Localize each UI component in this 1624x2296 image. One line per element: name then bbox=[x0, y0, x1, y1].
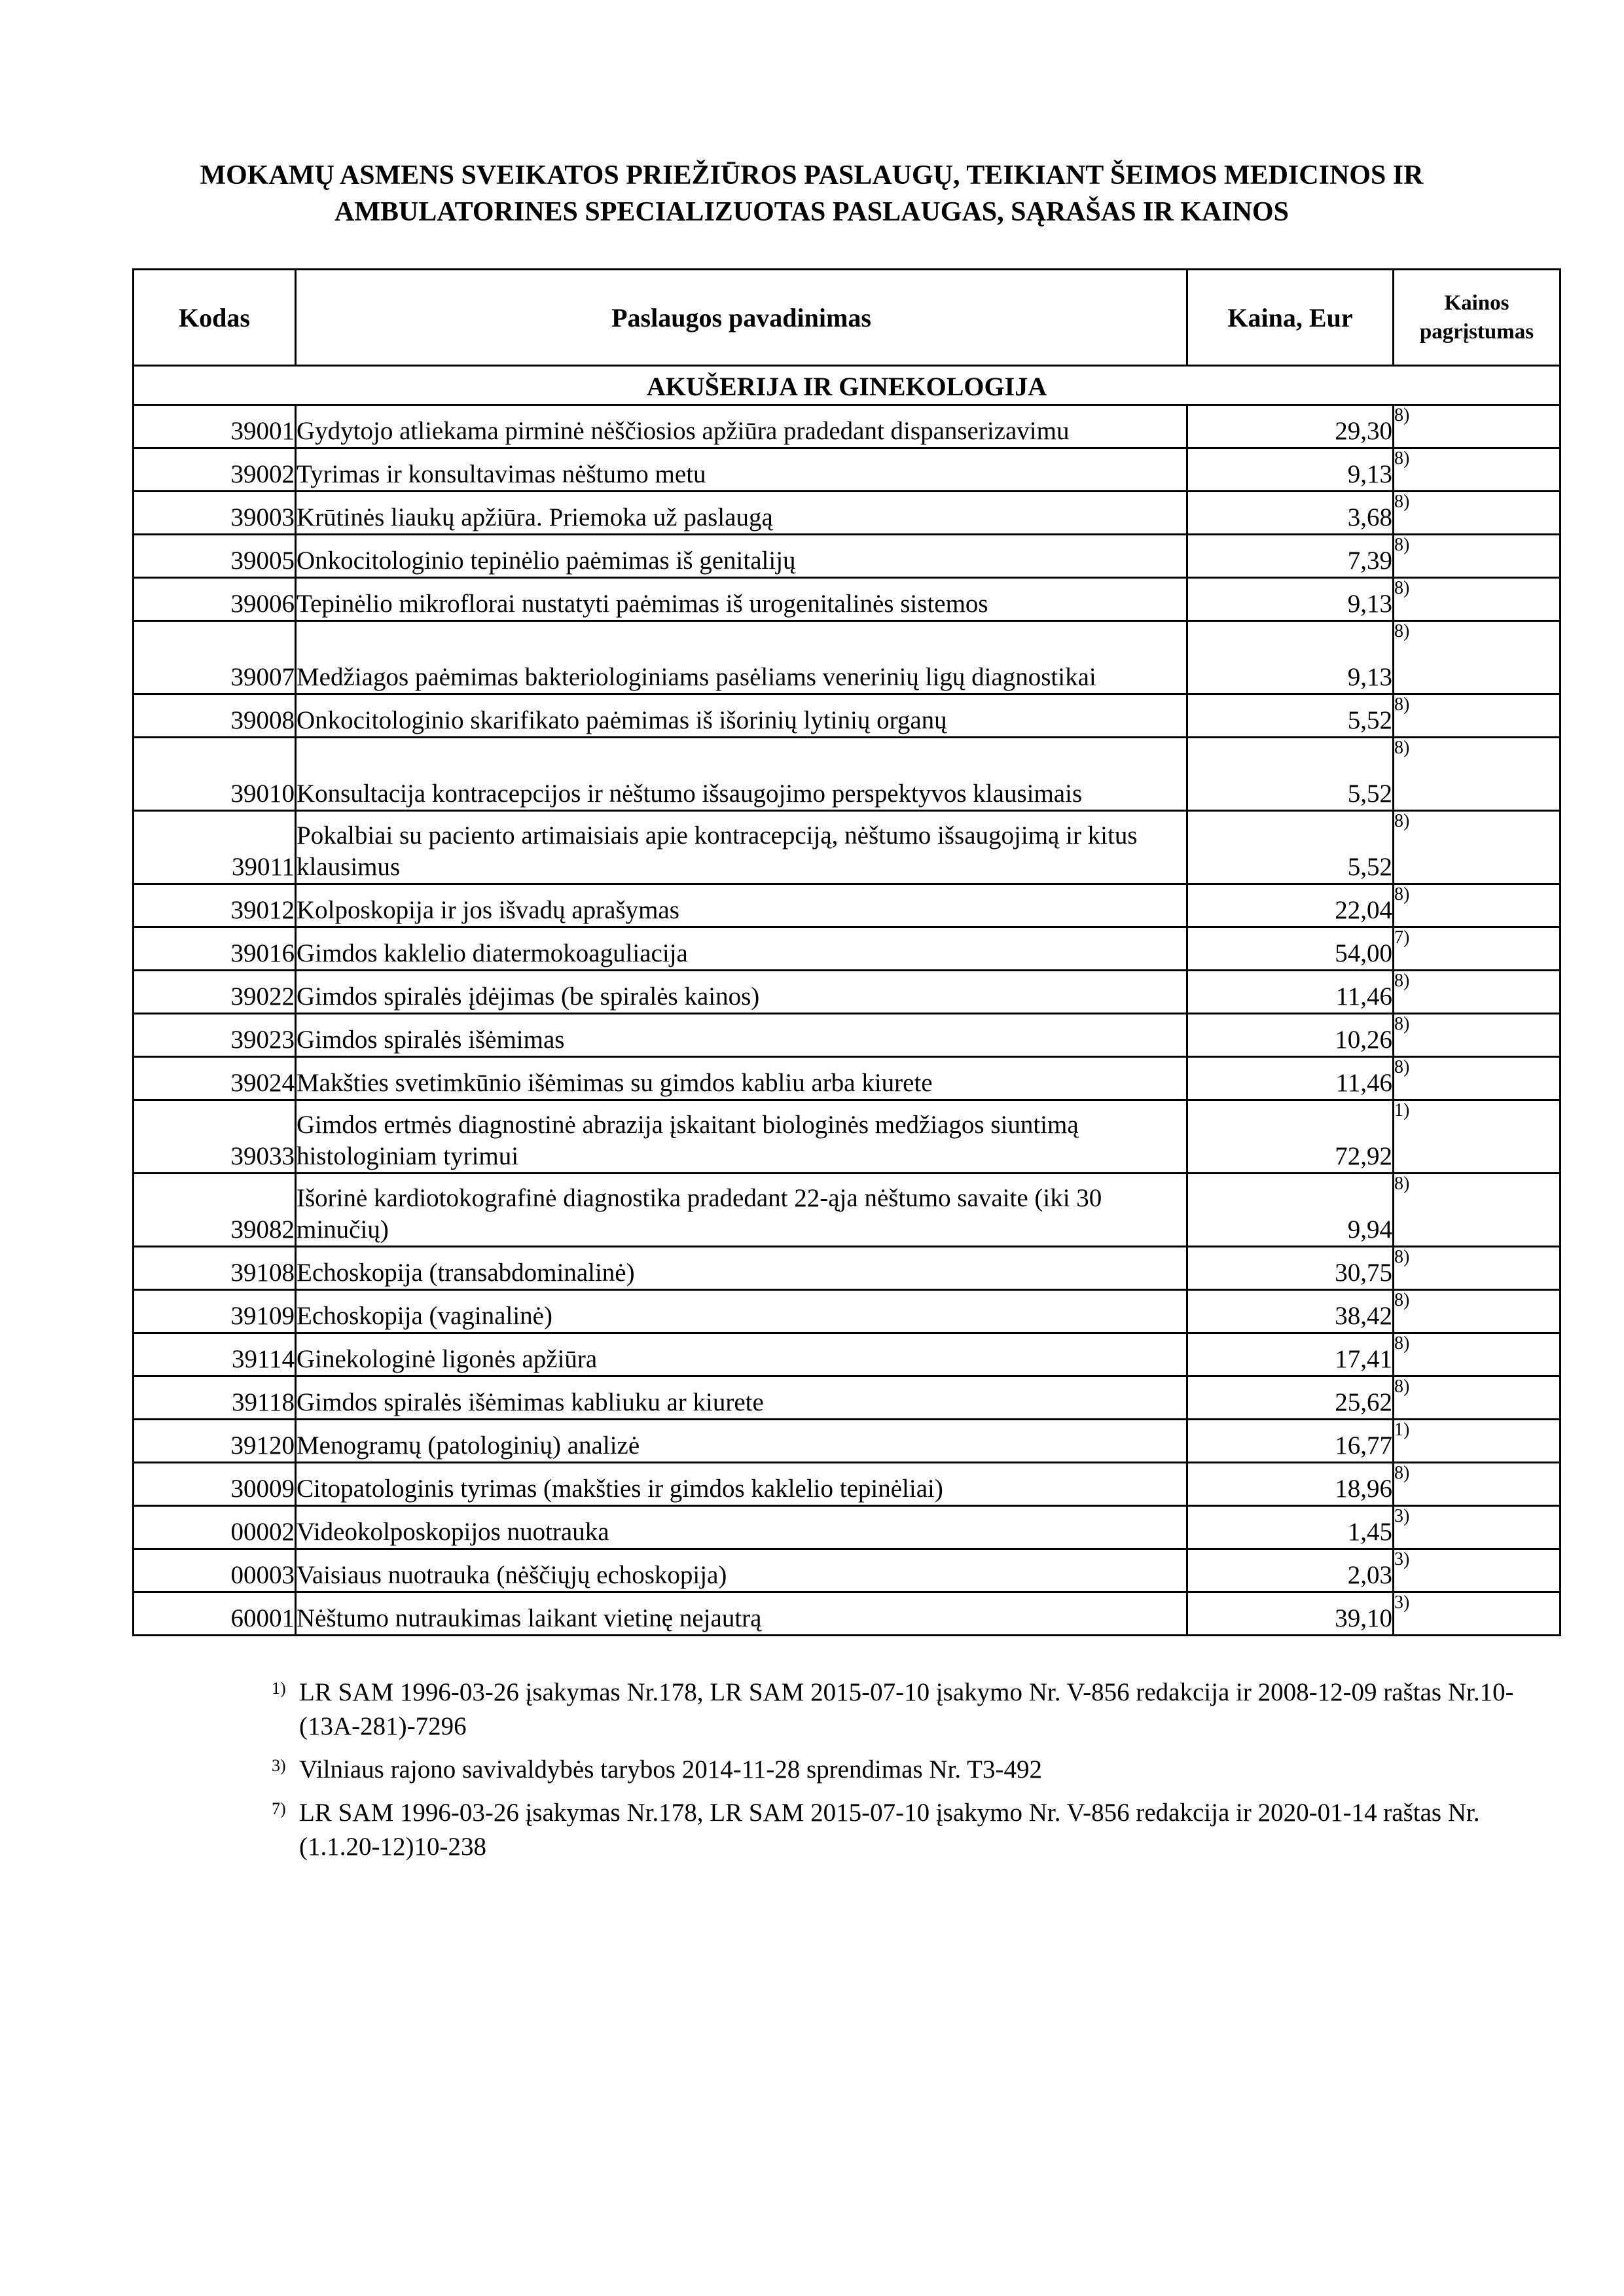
price-basis-note: 8) bbox=[1394, 971, 1561, 1014]
footnote-mark: 3) bbox=[272, 1756, 286, 1775]
price-basis-note: 8) bbox=[1394, 1376, 1561, 1420]
service-price: 7,39 bbox=[1187, 535, 1394, 578]
title-line-1: MOKAMŲ ASMENS SVEIKATOS PRIEŽIŪROS PASLAUGŲ, TEIKIANT ŠEIMOS MEDICINOS IR bbox=[200, 160, 1424, 190]
service-code: 39007 bbox=[134, 621, 296, 694]
service-price: 39,10 bbox=[1187, 1592, 1394, 1636]
service-code: 39006 bbox=[134, 578, 296, 621]
price-basis-note: 8) bbox=[1394, 1290, 1561, 1333]
service-code: 39003 bbox=[134, 492, 296, 535]
service-price: 72,92 bbox=[1187, 1100, 1394, 1174]
service-price: 1,45 bbox=[1187, 1506, 1394, 1549]
header-basis bbox=[1394, 270, 1561, 366]
header-code: Kodas bbox=[134, 270, 296, 366]
service-code: 39008 bbox=[134, 694, 296, 738]
service-name: Gydytojo atliekama pirminė nėščiosios apžiūra pradedant dispanserizavimu bbox=[296, 405, 1187, 448]
service-name: Gimdos spiralės išėmimas kabliuku ar kiurete bbox=[296, 1376, 1187, 1420]
service-code: 60001 bbox=[134, 1592, 296, 1636]
table-row bbox=[134, 405, 1561, 448]
price-basis-note: 8) bbox=[1394, 1247, 1561, 1290]
service-name: Citopatologinis tyrimas (makšties ir gimdos kaklelio tepinėliai) bbox=[296, 1463, 1187, 1506]
service-price: 3,68 bbox=[1187, 492, 1394, 535]
service-code: 39118 bbox=[134, 1376, 296, 1420]
service-name: Echoskopija (vaginalinė) bbox=[296, 1290, 1187, 1333]
service-code: 39002 bbox=[134, 448, 296, 492]
service-code: 39023 bbox=[134, 1014, 296, 1057]
service-code: 00003 bbox=[134, 1549, 296, 1592]
table-row bbox=[134, 621, 1561, 694]
service-name: Vaisiaus nuotrauka (nėščiųjų echoskopija) bbox=[296, 1549, 1187, 1592]
table-row bbox=[134, 535, 1561, 578]
table-row bbox=[134, 694, 1561, 738]
service-code: 30009 bbox=[134, 1463, 296, 1506]
service-price: 9,94 bbox=[1187, 1174, 1394, 1247]
table-row bbox=[134, 1174, 1561, 1247]
price-basis-note: 8) bbox=[1394, 1333, 1561, 1376]
table-row bbox=[134, 1333, 1561, 1376]
table-row bbox=[134, 1290, 1561, 1333]
service-name: Onkocitologinio skarifikato paėmimas iš išorinių lytinių organų bbox=[296, 694, 1187, 738]
price-table bbox=[132, 268, 1561, 1636]
service-name: Medžiagos paėmimas bakteriologiniams pasėliams venerinių ligų diagnostikai bbox=[296, 621, 1187, 694]
service-price: 9,13 bbox=[1187, 578, 1394, 621]
service-price: 54,00 bbox=[1187, 927, 1394, 971]
price-basis-note: 8) bbox=[1394, 492, 1561, 535]
service-name: Echoskopija (transabdominalinė) bbox=[296, 1247, 1187, 1290]
service-price: 5,52 bbox=[1187, 694, 1394, 738]
service-code: 00002 bbox=[134, 1506, 296, 1549]
service-price: 9,13 bbox=[1187, 621, 1394, 694]
service-name: Kolposkopija ir jos išvadų aprašymas bbox=[296, 884, 1187, 927]
service-code: 39022 bbox=[134, 971, 296, 1014]
table-row bbox=[134, 1506, 1561, 1549]
price-basis-note: 7) bbox=[1394, 927, 1561, 971]
title-line-2: AMBULATORINES SPECIALIZUOTAS PASLAUGAS, SĄRAŠAS IR KAINOS bbox=[334, 197, 1289, 227]
service-name: Išorinė kardiotokografinė diagnostika pradedant 22-ąja nėštumo savaite (iki 30 minučių) bbox=[296, 1174, 1187, 1247]
service-code: 39010 bbox=[134, 738, 296, 811]
table-row bbox=[134, 884, 1561, 927]
service-price: 16,77 bbox=[1187, 1420, 1394, 1463]
price-basis-note: 8) bbox=[1394, 1174, 1561, 1247]
service-price: 9,13 bbox=[1187, 448, 1394, 492]
service-name: Onkocitologinio tepinėlio paėmimas iš genitalijų bbox=[296, 535, 1187, 578]
price-basis-note: 8) bbox=[1394, 884, 1561, 927]
footnote bbox=[272, 1753, 1555, 1787]
table-row bbox=[134, 1420, 1561, 1463]
table-row bbox=[134, 1592, 1561, 1636]
service-name: Tepinėlio mikroflorai nustatyti paėmimas iš urogenitalinės sistemos bbox=[296, 578, 1187, 621]
service-price: 25,62 bbox=[1187, 1376, 1394, 1420]
document-title bbox=[131, 157, 1492, 230]
price-basis-note: 1) bbox=[1394, 1100, 1561, 1174]
table-row bbox=[134, 1057, 1561, 1100]
service-code: 39114 bbox=[134, 1333, 296, 1376]
service-price: 11,46 bbox=[1187, 971, 1394, 1014]
price-basis-note: 3) bbox=[1394, 1592, 1561, 1636]
service-name: Makšties svetimkūnio išėmimas su gimdos kabliu arba kiurete bbox=[296, 1057, 1187, 1100]
service-price: 10,26 bbox=[1187, 1014, 1394, 1057]
footnote-text: Vilniaus rajono savivaldybės tarybos 2014-11-28 sprendimas Nr. T3-492 bbox=[299, 1755, 1042, 1784]
price-basis-note: 8) bbox=[1394, 1463, 1561, 1506]
table-row bbox=[134, 1549, 1561, 1592]
service-code: 39120 bbox=[134, 1420, 296, 1463]
service-code: 39108 bbox=[134, 1247, 296, 1290]
table-row bbox=[134, 738, 1561, 811]
table-row bbox=[134, 448, 1561, 492]
price-basis-note: 8) bbox=[1394, 1014, 1561, 1057]
price-basis-note: 8) bbox=[1394, 738, 1561, 811]
header-basis-line-1: Kainos bbox=[1444, 291, 1509, 315]
price-basis-note: 3) bbox=[1394, 1549, 1561, 1592]
service-code: 39082 bbox=[134, 1174, 296, 1247]
price-basis-note: 8) bbox=[1394, 621, 1561, 694]
price-basis-note: 8) bbox=[1394, 405, 1561, 448]
price-basis-note: 8) bbox=[1394, 578, 1561, 621]
table-row bbox=[134, 492, 1561, 535]
price-basis-note: 8) bbox=[1394, 535, 1561, 578]
service-name: Gimdos ertmės diagnostinė abrazija įskaitant biologinės medžiagos siuntimą histologiniam tyrimui bbox=[296, 1100, 1187, 1174]
service-price: 17,41 bbox=[1187, 1333, 1394, 1376]
footnote bbox=[272, 1796, 1555, 1864]
footnote-text: LR SAM 1996-03-26 įsakymas Nr.178, LR SAM 2015-07-10 įsakymo Nr. V-856 redakcija ir 2020-01-14 raštas Nr. (1.1.20-12)10-238 bbox=[299, 1799, 1480, 1861]
service-code: 39109 bbox=[134, 1290, 296, 1333]
service-price: 38,42 bbox=[1187, 1290, 1394, 1333]
service-code: 39033 bbox=[134, 1100, 296, 1174]
table-row bbox=[134, 1376, 1561, 1420]
service-code: 39005 bbox=[134, 535, 296, 578]
table-row bbox=[134, 811, 1561, 884]
service-price: 22,04 bbox=[1187, 884, 1394, 927]
service-price: 5,52 bbox=[1187, 738, 1394, 811]
service-code: 39012 bbox=[134, 884, 296, 927]
service-name: Gimdos spiralės išėmimas bbox=[296, 1014, 1187, 1057]
service-price: 2,03 bbox=[1187, 1549, 1394, 1592]
service-name: Nėštumo nutraukimas laikant vietinę nejautrą bbox=[296, 1592, 1187, 1636]
service-code: 39024 bbox=[134, 1057, 296, 1100]
footnotes bbox=[272, 1676, 1555, 1873]
service-name: Konsultacija kontracepcijos ir nėštumo išsaugojimo perspektyvos klausimais bbox=[296, 738, 1187, 811]
section-title: AKUŠERIJA IR GINEKOLOGIJA bbox=[134, 366, 1561, 405]
table-row bbox=[134, 1463, 1561, 1506]
service-code: 39011 bbox=[134, 811, 296, 884]
price-basis-note: 8) bbox=[1394, 694, 1561, 738]
footnote-mark: 1) bbox=[272, 1679, 286, 1698]
service-name: Ginekologinė ligonės apžiūra bbox=[296, 1333, 1187, 1376]
price-basis-note: 8) bbox=[1394, 448, 1561, 492]
header-name: Paslaugos pavadinimas bbox=[296, 270, 1187, 366]
service-price: 18,96 bbox=[1187, 1463, 1394, 1506]
header-price: Kaina, Eur bbox=[1187, 270, 1394, 366]
service-price: 11,46 bbox=[1187, 1057, 1394, 1100]
service-name: Gimdos kaklelio diatermokoaguliacija bbox=[296, 927, 1187, 971]
table-row bbox=[134, 971, 1561, 1014]
table-row bbox=[134, 1247, 1561, 1290]
footnote-text: LR SAM 1996-03-26 įsakymas Nr.178, LR SAM 2015-07-10 įsakymo Nr. V-856 redakcija ir 2008-12-09 raštas Nr.10-(13A-281)-7296 bbox=[299, 1678, 1514, 1740]
price-basis-note: 8) bbox=[1394, 811, 1561, 884]
service-price: 29,30 bbox=[1187, 405, 1394, 448]
service-name: Pokalbiai su paciento artimaisiais apie kontracepciją, nėštumo išsaugojimą ir kitus klausimus bbox=[296, 811, 1187, 884]
footnote-mark: 7) bbox=[272, 1799, 286, 1818]
service-code: 39001 bbox=[134, 405, 296, 448]
table-row bbox=[134, 927, 1561, 971]
table-row bbox=[134, 1014, 1561, 1057]
service-price: 30,75 bbox=[1187, 1247, 1394, 1290]
service-name: Gimdos spiralės įdėjimas (be spiralės kainos) bbox=[296, 971, 1187, 1014]
section-row bbox=[134, 366, 1561, 405]
table-header-row bbox=[134, 270, 1561, 366]
service-name: Menogramų (patologinių) analizė bbox=[296, 1420, 1187, 1463]
service-name: Tyrimas ir konsultavimas nėštumo metu bbox=[296, 448, 1187, 492]
table-row bbox=[134, 578, 1561, 621]
footnote bbox=[272, 1676, 1555, 1744]
service-code: 39016 bbox=[134, 927, 296, 971]
price-basis-note: 8) bbox=[1394, 1057, 1561, 1100]
service-price: 5,52 bbox=[1187, 811, 1394, 884]
table-row bbox=[134, 1100, 1561, 1174]
price-basis-note: 3) bbox=[1394, 1506, 1561, 1549]
price-basis-note: 1) bbox=[1394, 1420, 1561, 1463]
header-basis-line-2: pagrįstumas bbox=[1419, 320, 1534, 344]
service-name: Videokolposkopijos nuotrauka bbox=[296, 1506, 1187, 1549]
service-name: Krūtinės liaukų apžiūra. Priemoka už paslaugą bbox=[296, 492, 1187, 535]
